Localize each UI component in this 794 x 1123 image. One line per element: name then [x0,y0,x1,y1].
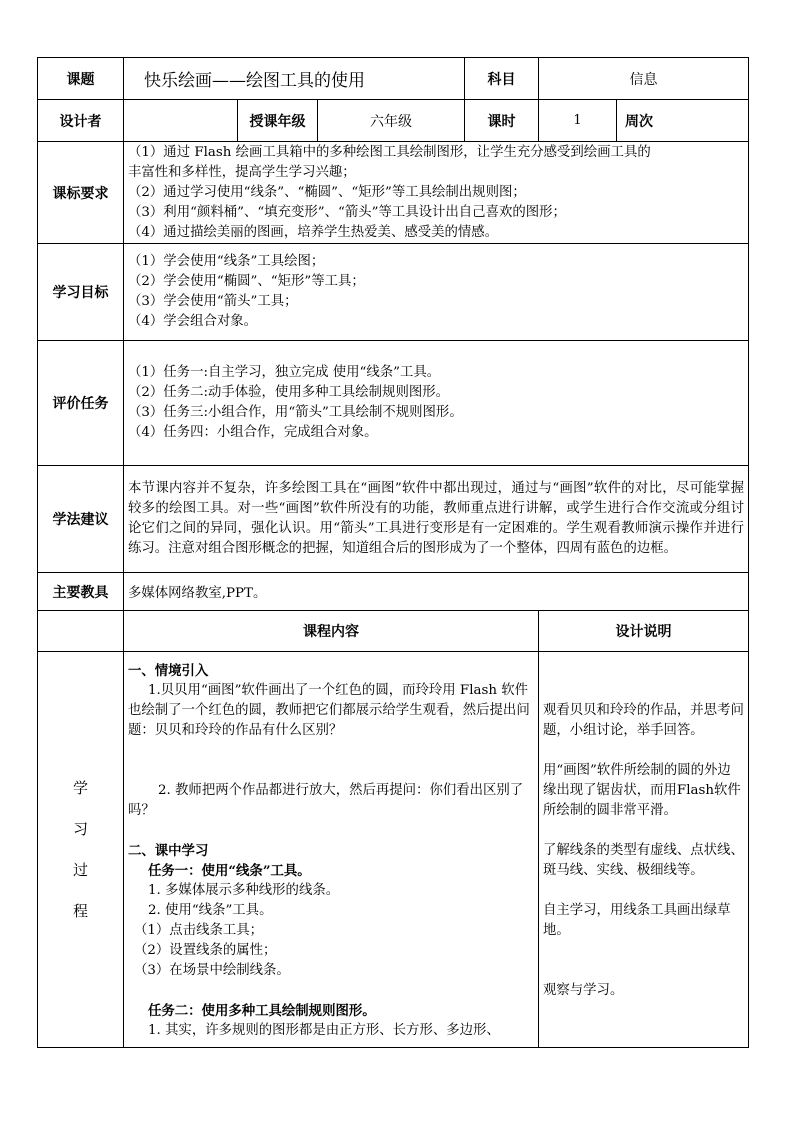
section-intro-title: 一、情境引入 [128,662,209,679]
course-content-header: 课程内容 [124,611,539,652]
method-label: 学法建议 [38,466,124,573]
design-note: 观察与学习。 [543,982,624,998]
design-notes [539,652,749,1048]
evaluation-content [124,341,749,466]
design-note: 了解线条的类型有虚线、点状线、斑马线、实线、极细线等。 [543,842,744,878]
course-content [124,652,539,1048]
curriculum-line: （3）利用“颜料桶”、“填充变形”、“箭头”等工具设计出自己喜欢的图形； [128,204,566,220]
method-text: 本节课内容并不复杂，许多绘图工具在“画图”软件中都出现过，通过与“画图”软件的对比，尽可能掌握较多的绘图工具。对一些“画图”软件所没有的功能，教师重点进行讲解，或学生进行合作交流或分组讨论它们之间的异同，强化认识。用“箭头”工具进行变形是有一定困难的。学生观看教师演示操作并进行练习。注意对组合图形概念的把握，知道组合后的图形成为了一个整体，四周有蓝色的边框。 [124,466,749,573]
curriculum-line: （2）通过学习使用“线条”、“椭圆”、“矩形”等工具绘制出规则图； [128,184,526,200]
spacer [128,981,534,1001]
design-note: 用“画图”软件所绘制的圆的外边缘出现了锯齿状，而用Flash软件所绘制的圆非常平滑。 [543,762,741,818]
row-tools [38,573,749,611]
task1-item: 2. 使用“线条”工具。 [148,902,273,918]
process-char: 过 [72,860,88,879]
curriculum-label: 课标要求 [38,142,124,244]
spacer [543,741,744,761]
objective-line: （1）学会使用“线条”工具绘图； [128,254,325,269]
evaluation-label: 评价任务 [38,341,124,466]
row-objectives [38,244,749,341]
grade-label: 授课年级 [238,100,318,142]
tools-label: 主要教具 [38,573,124,611]
objective-line: （4）学会组合对象。 [128,314,258,329]
row-method [38,466,749,573]
row-course-header [38,611,749,652]
row-topic [38,58,749,100]
section-study-title: 二、课中学习 [128,842,209,859]
subject-label: 科目 [465,58,539,100]
period-label: 课时 [465,100,539,142]
row-curriculum [38,142,749,244]
lesson-plan-table [37,57,749,1048]
design-note: 自主学习，用线条工具画出绿草地。 [543,902,731,938]
week-label: 周次 [625,113,653,130]
spacer [543,881,744,901]
designer-label: 设计者 [38,100,124,142]
spacer [128,741,534,781]
design-note: 观看贝贝和玲玲的作品，并思考问题，小组讨论，举手回答。 [543,702,744,738]
task1-item: （2）设置线条的属性； [134,942,277,958]
process-char: 习 [72,819,88,838]
subject-value: 信息 [539,58,749,100]
task2-paragraph: 1. 其实，许多规则的图形都是由正方形、长方形、多边形、 [148,1022,500,1038]
topic-value: 快乐绘画——绘图工具的使用 [124,58,465,100]
process-char: 程 [72,901,88,920]
spacer [128,821,534,841]
tools-value: 多媒体网络教室,PPT。 [124,573,749,611]
process-char: 学 [72,778,88,797]
period-value: 1 [539,100,617,142]
objectives-content [124,244,749,341]
task1-item: （3）在场景中绘制线条。 [134,962,290,978]
curriculum-line: （1）通过 Flash 绘画工具箱中的多种绘图工具绘制图形，让学生充分感受到绘画工具的 [128,144,651,160]
spacer [543,941,744,981]
process-label [38,652,124,1048]
evaluation-line: （1）任务一:自主学习，独立完成 使用“线条”工具。 [128,365,441,380]
evaluation-line: （4）任务四：小组合作，完成组合对象。 [128,425,378,440]
objective-line: （3）学会使用“箭头”工具； [128,294,298,309]
design-notes-header: 设计说明 [539,611,749,652]
curriculum-content [124,142,749,244]
spacer [543,821,744,841]
objectives-label: 学习目标 [38,244,124,341]
evaluation-line: （3）任务三:小组合作，用“箭头”工具绘制不规则图形。 [128,405,463,420]
task1-item: （1）点击线条工具； [134,922,264,938]
row-process [38,652,749,1048]
task1-title: 任务一：使用“线条”工具。 [148,862,311,879]
curriculum-line: 丰富性和多样性，提高学生学习兴趣； [128,164,356,180]
row-evaluation [38,341,749,466]
curriculum-line: （4）通过描绘美丽的图画，培养学生热爱美、感受美的情感。 [128,224,499,240]
task2-title: 任务二：使用多种工具绘制规则图形。 [148,1002,376,1019]
topic-label: 课题 [38,58,124,100]
evaluation-line: （2）任务二:动手体验，使用多种工具绘制规则图形。 [128,385,450,400]
course-header-blank [38,611,124,652]
objective-line: （2）学会使用“椭圆”、“矩形”等工具； [128,274,365,289]
task1-item: 1. 多媒体展示多种线形的线条。 [148,882,340,898]
row-designer [38,100,749,142]
intro-paragraph-1: 1.贝贝用“画图”软件画出了一个红色的圆，而玲玲用 Flash 软件也绘制了一个红色的圆，教师把它们都展示给学生观看，然后提出问题：贝贝和玲玲的作品有什么区别？ [128,682,530,738]
intro-paragraph-2: 2. 教师把两个作品都进行放大，然后再提问：你们看出区别了吗？ [128,782,524,818]
week-cell [617,100,749,142]
designer-value [124,100,238,142]
grade-value: 六年级 [318,100,465,142]
